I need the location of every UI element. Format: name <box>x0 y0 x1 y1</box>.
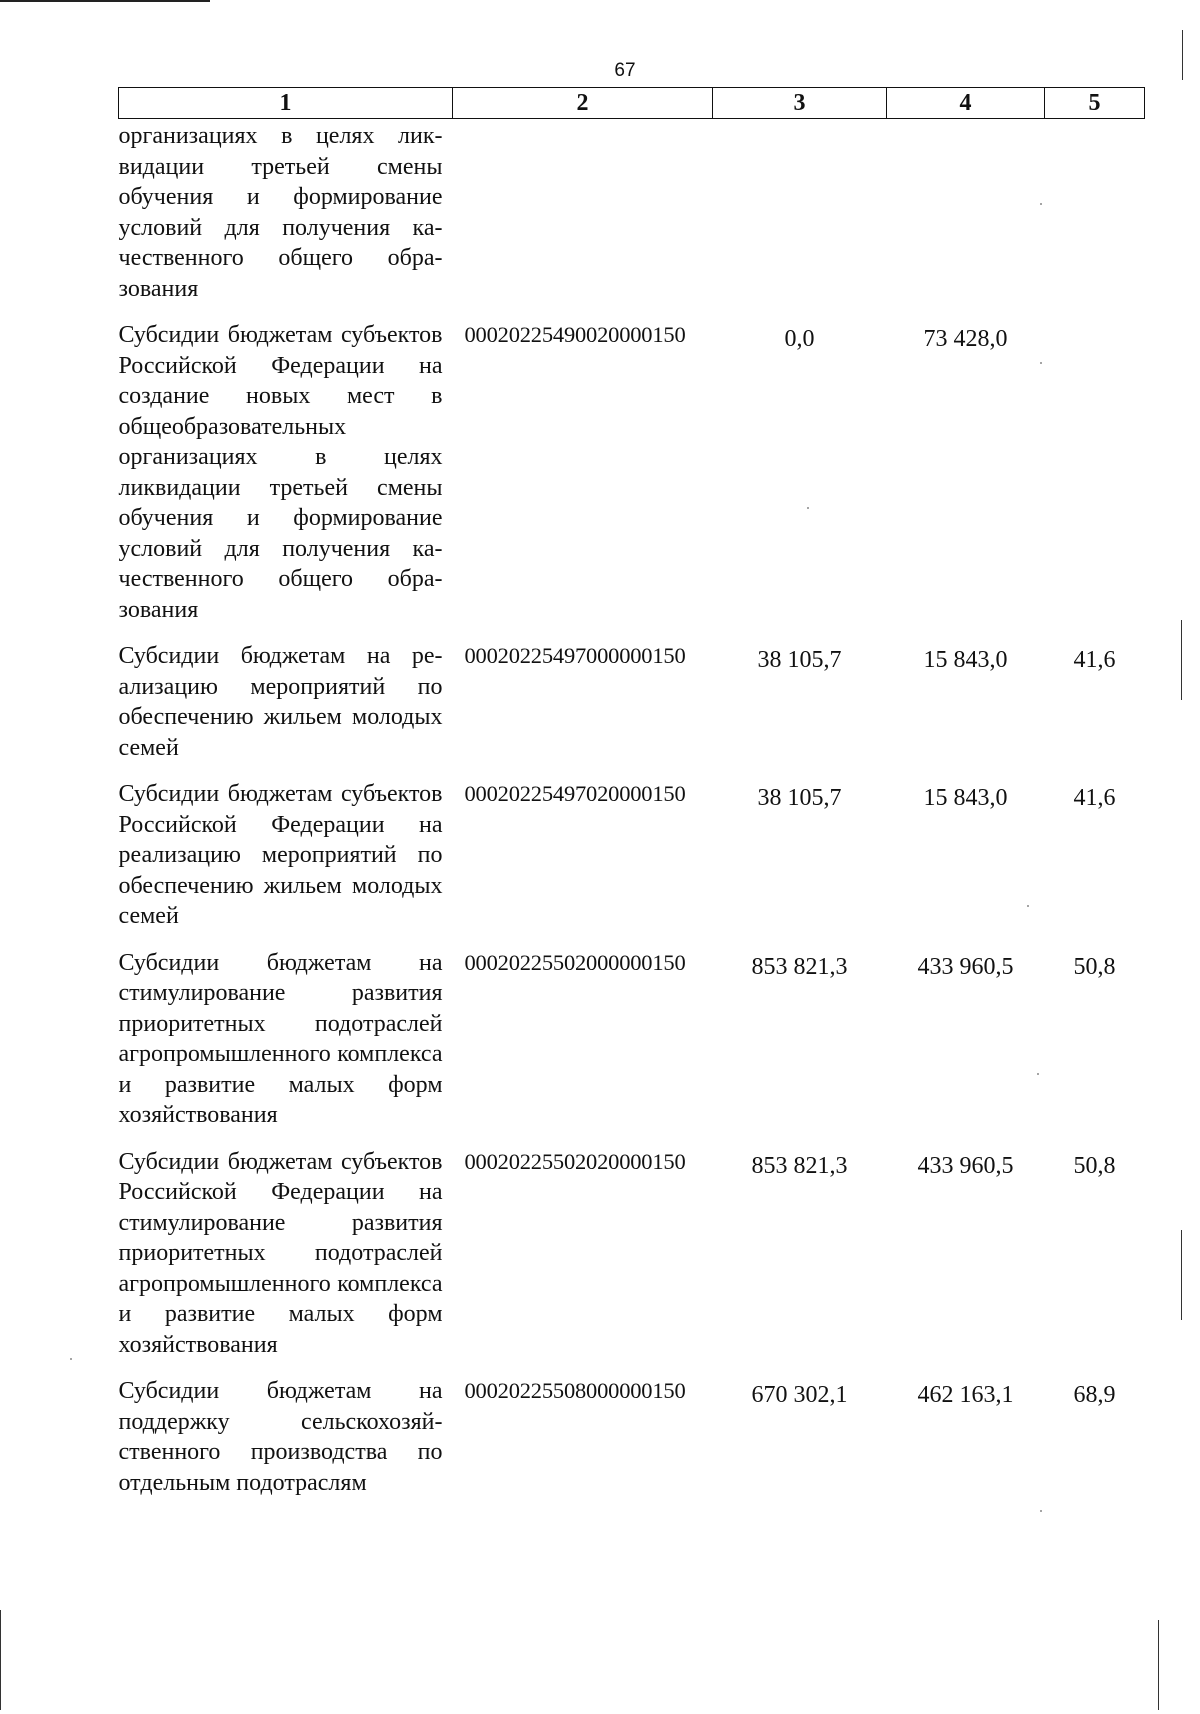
row-value-col3: 853 821,3 <box>751 1152 848 1179</box>
row-value-col4: 15 843,0 <box>923 647 1008 673</box>
scan-edge-left-bottom <box>0 1610 1 1710</box>
row-value-col3: 0,0 <box>784 326 815 352</box>
table-row <box>119 1147 1145 1377</box>
header-col-1: 1 <box>119 88 453 119</box>
scan-edge-right-2 <box>1181 620 1182 700</box>
row-code: 00020225508000000150 <box>464 1378 686 1403</box>
table-row <box>119 641 1145 779</box>
table-header-row <box>119 88 1145 119</box>
page-number: 67 <box>614 60 636 81</box>
row-value-col4: 73 428,0 <box>923 326 1008 352</box>
row-value-col3 <box>713 119 887 321</box>
row-value-col4: 433 960,5 <box>917 1152 1014 1179</box>
header-col-2: 2 <box>453 88 713 119</box>
row-code: 00020225502020000150 <box>464 1148 686 1174</box>
row-value-col4 <box>887 119 1045 321</box>
table-row <box>119 119 1145 321</box>
row-value-col3: 38 105,7 <box>757 647 842 673</box>
row-code <box>453 119 713 321</box>
row-value-col5: 50,8 <box>1073 953 1116 980</box>
table-row <box>119 948 1145 1147</box>
header-col-3: 3 <box>713 88 887 119</box>
budget-table <box>118 87 1145 1514</box>
scan-speck <box>807 507 809 509</box>
row-value-col5: 68,9 <box>1073 1382 1116 1408</box>
table-row <box>119 1376 1145 1514</box>
scan-speck <box>1040 362 1042 364</box>
row-code: 00020225497020000150 <box>464 781 686 806</box>
scan-edge-right-3 <box>1181 1230 1182 1320</box>
row-code: 00020225490020000150 <box>464 322 686 347</box>
scan-edge-top <box>0 0 210 2</box>
table-row <box>119 320 1145 641</box>
row-value-col5: 50,8 <box>1073 1152 1116 1179</box>
row-value-col4: 433 960,5 <box>917 953 1014 980</box>
row-value-col4: 15 843,0 <box>923 785 1008 811</box>
row-code: 00020225502000000150 <box>464 949 686 975</box>
scan-speck <box>1040 1510 1042 1512</box>
table-row <box>119 779 1145 948</box>
scan-edge-right-4 <box>1158 1620 1159 1710</box>
row-value-col3: 853 821,3 <box>751 953 848 980</box>
row-value-col3: 38 105,7 <box>757 785 842 811</box>
header-col-5: 5 <box>1045 88 1145 119</box>
row-description: Субсидии бюджетам субъектов Российской Федерации на создание новых мест в общеобразовательных организациях в целях ликвидации третьей смены обучения и формирование условий для получения качественного общего образования <box>118 322 443 623</box>
scan-speck <box>1037 1073 1039 1075</box>
header-col-4: 4 <box>887 88 1045 119</box>
scan-speck <box>1027 905 1029 907</box>
row-description: Субсидии бюджетам субъектов Российской Федерации на стимулирование развития приоритетных подотраслей агропромышленного комплекса и развитие малых форм хозяйствования <box>118 1148 443 1358</box>
row-value-col5: 41,6 <box>1073 785 1116 811</box>
row-value-col4: 462 163,1 <box>917 1382 1014 1408</box>
row-description: Субсидии бюджетам на стимулирование развития приоритетных подотраслей агропромышленного комплекса и развитие малых форм хозяйствования <box>118 949 443 1128</box>
scan-speck <box>70 1358 72 1360</box>
row-description: Субсидии бюджетам на реализацию мероприятий по обеспечению жильем молодых семей <box>118 643 443 761</box>
row-value-col5 <box>1045 320 1145 641</box>
row-value-col3: 670 302,1 <box>751 1382 848 1408</box>
row-description: Субсидии бюджетам на поддержку сельскохозяйственного производства по отдельным подотраслям <box>118 1378 443 1496</box>
row-code: 00020225497000000150 <box>464 643 686 668</box>
scan-speck <box>1040 203 1042 205</box>
row-value-col5 <box>1045 119 1145 321</box>
row-description: Субсидии бюджетам субъектов Российской Федерации на реализацию мероприятий по обеспечению жильем молодых семей <box>118 781 443 929</box>
row-value-col5: 41,6 <box>1073 647 1116 673</box>
row-description: организациях в целях ликвидации третьей смены обучения и формирование условий для получения качественного общего образования <box>118 123 443 302</box>
